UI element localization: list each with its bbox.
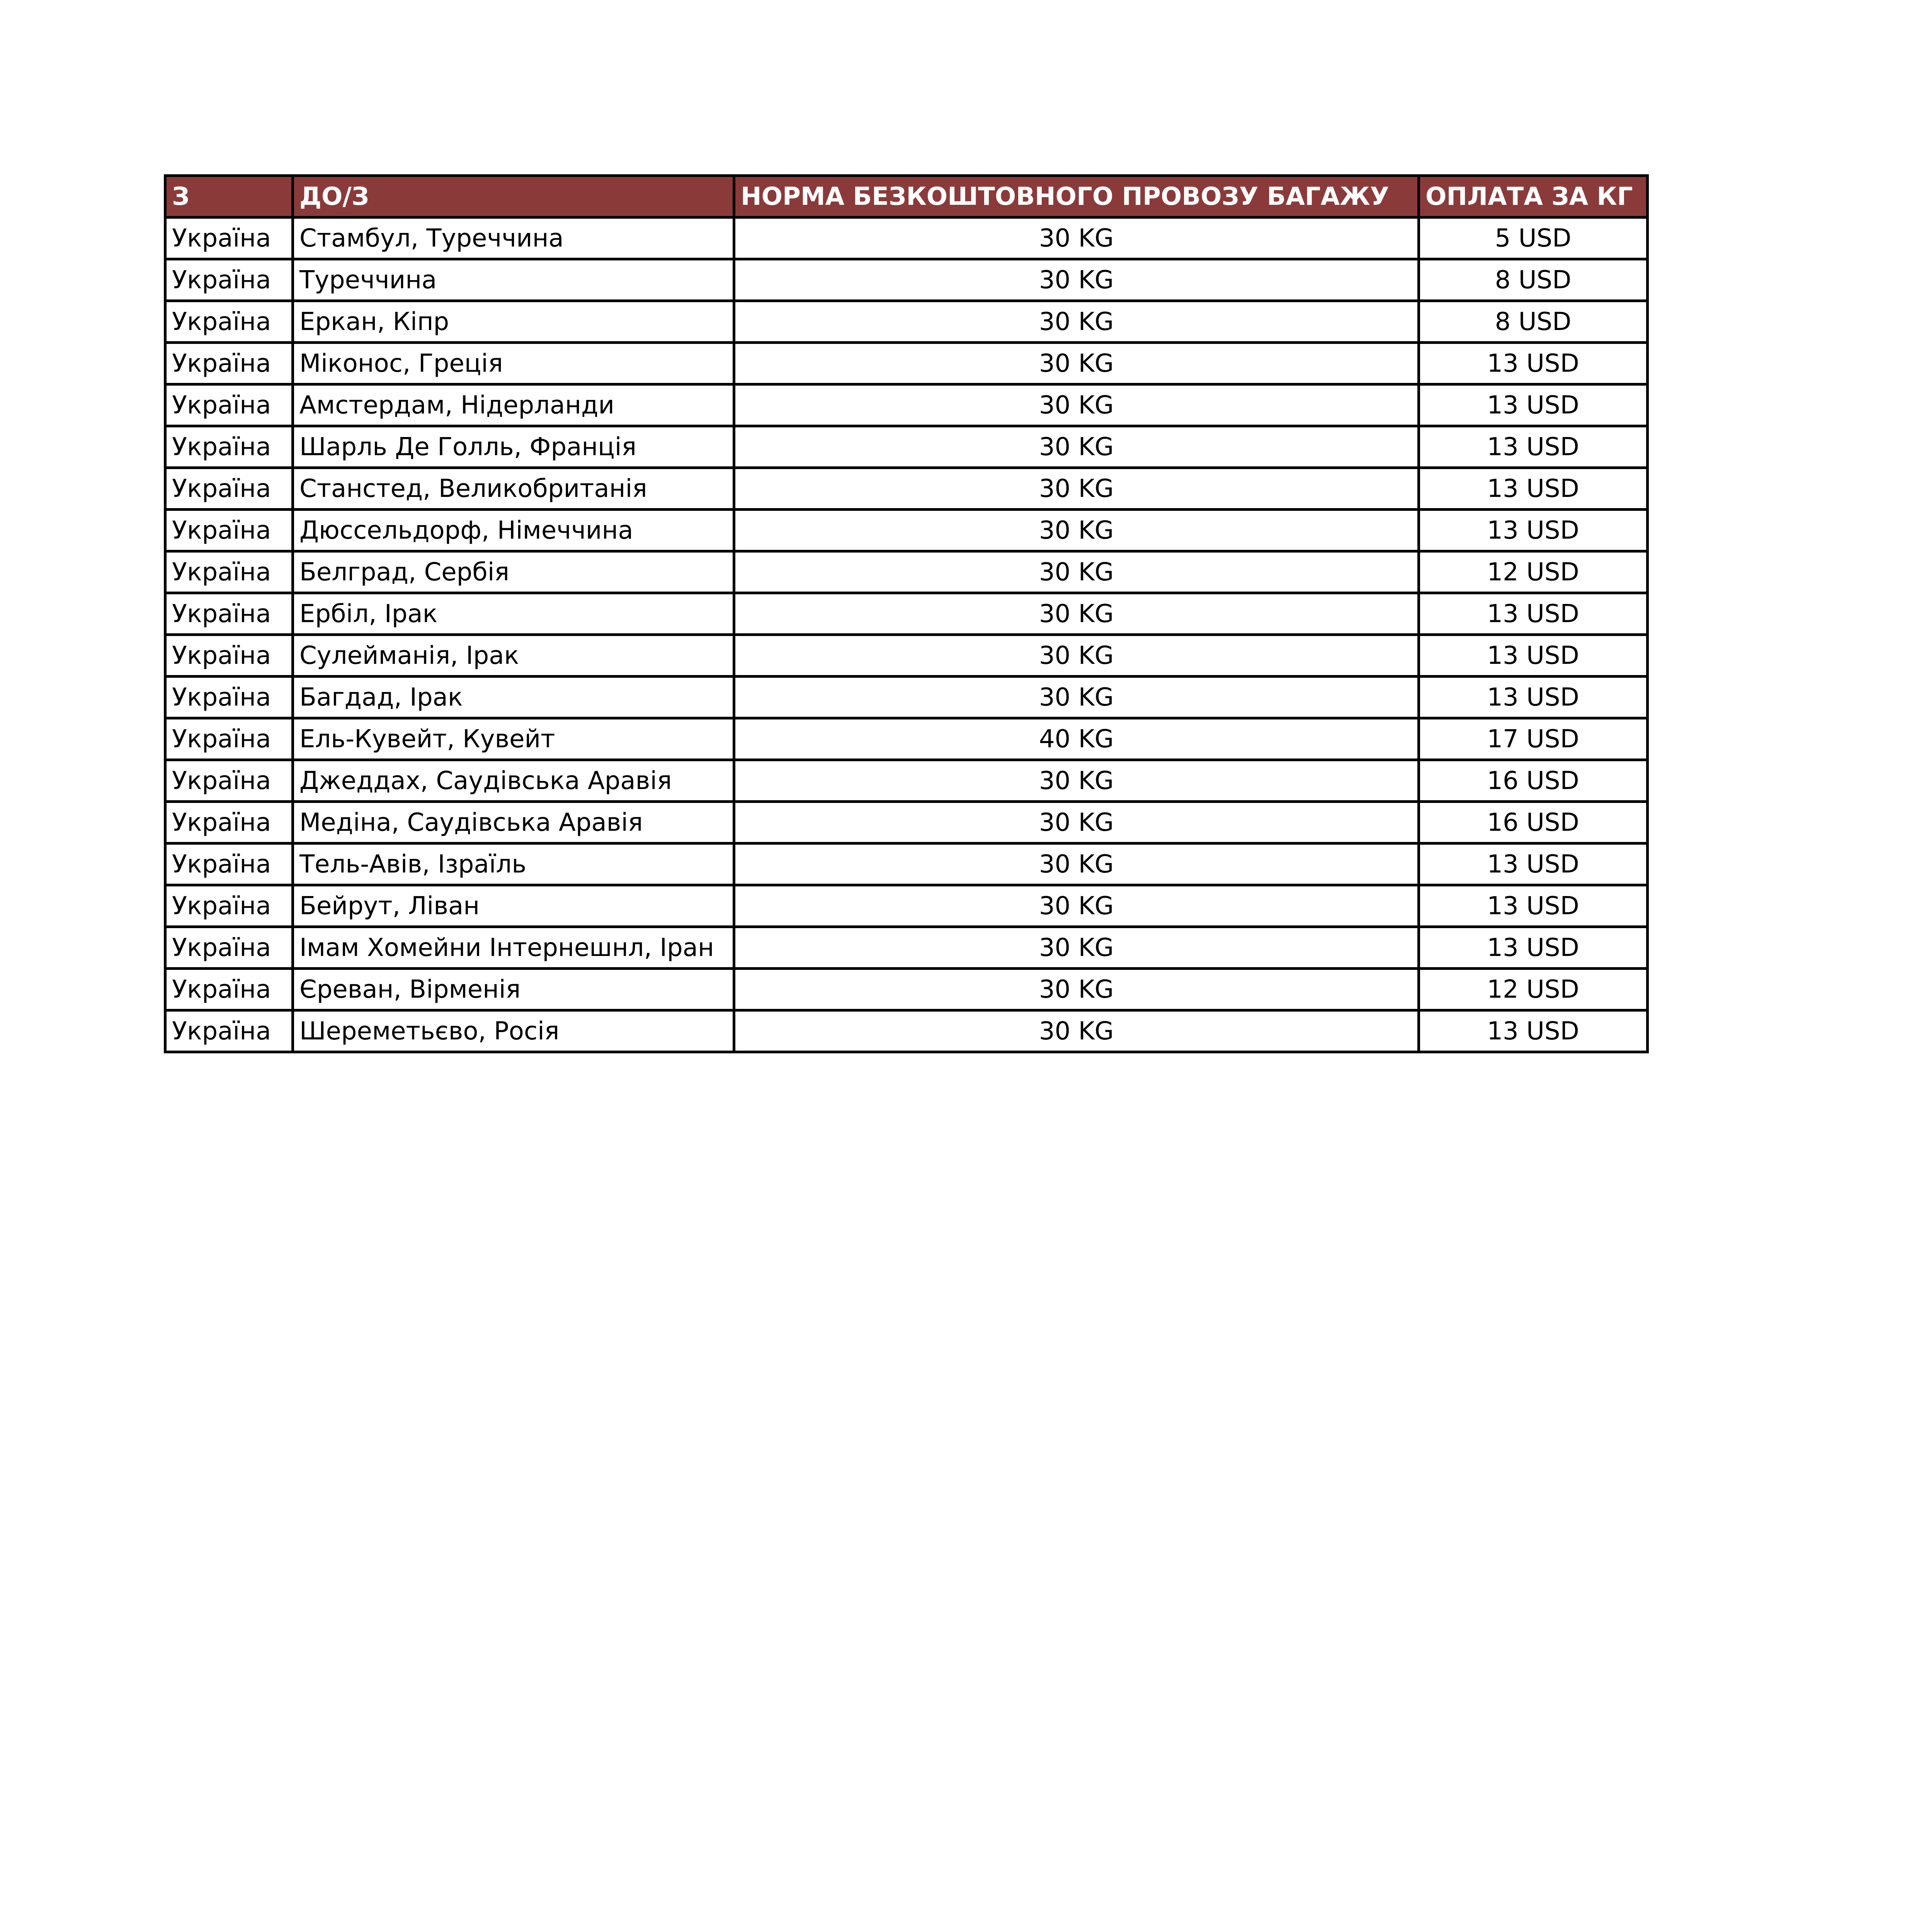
cell-from: Україна [165, 802, 293, 844]
cell-price: 13 USD [1419, 927, 1648, 969]
cell-from: Україна [165, 468, 293, 510]
table-row [165, 593, 1648, 635]
cell-from: Україна [165, 551, 293, 593]
table-row [165, 635, 1648, 677]
cell-from: Україна [165, 635, 293, 677]
cell-destination: Белград, Сербія [293, 551, 734, 593]
cell-price: 13 USD [1419, 426, 1648, 468]
cell-destination: Амстердам, Нідерланди [293, 384, 734, 426]
cell-destination: Еркан, Кіпр [293, 301, 734, 343]
cell-destination: Багдад, Ірак [293, 677, 734, 718]
table-row [165, 802, 1648, 844]
cell-destination: Стамбул, Туреччина [293, 218, 734, 259]
cell-price: 13 USD [1419, 510, 1648, 551]
cell-from: Україна [165, 426, 293, 468]
cell-destination: Ель-Кувейт, Кувейт [293, 718, 734, 760]
cell-from: Україна [165, 760, 293, 802]
cell-from: Україна [165, 301, 293, 343]
cell-from: Україна [165, 259, 293, 301]
cell-allowance: 30 KG [734, 844, 1419, 885]
cell-allowance: 30 KG [734, 969, 1419, 1010]
cell-allowance: 30 KG [734, 510, 1419, 551]
cell-from: Україна [165, 927, 293, 969]
cell-price: 16 USD [1419, 802, 1648, 844]
table-row [165, 969, 1648, 1010]
cell-from: Україна [165, 593, 293, 635]
cell-allowance: 30 KG [734, 301, 1419, 343]
cell-from: Україна [165, 1010, 293, 1052]
cell-price: 8 USD [1419, 259, 1648, 301]
cell-allowance: 40 KG [734, 718, 1419, 760]
cell-from: Україна [165, 384, 293, 426]
table-row [165, 1010, 1648, 1052]
cell-from: Україна [165, 885, 293, 927]
cell-allowance: 30 KG [734, 885, 1419, 927]
cell-destination: Сулейманія, Ірак [293, 635, 734, 677]
cell-allowance: 30 KG [734, 384, 1419, 426]
cell-price: 13 USD [1419, 635, 1648, 677]
cell-allowance: 30 KG [734, 635, 1419, 677]
cell-from: Україна [165, 718, 293, 760]
cell-allowance: 30 KG [734, 259, 1419, 301]
baggage-fee-table [164, 174, 1649, 1053]
cell-allowance: 30 KG [734, 677, 1419, 718]
cell-price: 13 USD [1419, 1010, 1648, 1052]
header-price: ОПЛАТА ЗА КГ [1419, 176, 1648, 218]
table-row [165, 760, 1648, 802]
table-row [165, 718, 1648, 760]
cell-price: 13 USD [1419, 384, 1648, 426]
cell-price: 8 USD [1419, 301, 1648, 343]
cell-allowance: 30 KG [734, 468, 1419, 510]
cell-destination: Дюссельдорф, Німеччина [293, 510, 734, 551]
cell-price: 13 USD [1419, 885, 1648, 927]
cell-destination: Міконос, Греція [293, 343, 734, 384]
cell-price: 12 USD [1419, 969, 1648, 1010]
table-row [165, 677, 1648, 718]
table-header [165, 176, 1648, 218]
cell-from: Україна [165, 510, 293, 551]
cell-allowance: 30 KG [734, 343, 1419, 384]
cell-price: 13 USD [1419, 677, 1648, 718]
cell-allowance: 30 KG [734, 426, 1419, 468]
cell-from: Україна [165, 343, 293, 384]
table-row [165, 927, 1648, 969]
cell-destination: Медіна, Саудівська Аравія [293, 802, 734, 844]
table-row [165, 510, 1648, 551]
cell-from: Україна [165, 218, 293, 259]
cell-price: 13 USD [1419, 343, 1648, 384]
cell-price: 16 USD [1419, 760, 1648, 802]
cell-allowance: 30 KG [734, 760, 1419, 802]
table-row [165, 885, 1648, 927]
cell-allowance: 30 KG [734, 927, 1419, 969]
cell-allowance: 30 KG [734, 593, 1419, 635]
cell-destination: Єреван, Вірменія [293, 969, 734, 1010]
table-row [165, 468, 1648, 510]
cell-destination: Туреччина [293, 259, 734, 301]
table-row [165, 844, 1648, 885]
cell-price: 13 USD [1419, 593, 1648, 635]
cell-from: Україна [165, 969, 293, 1010]
cell-price: 17 USD [1419, 718, 1648, 760]
header-from: З [165, 176, 293, 218]
cell-allowance: 30 KG [734, 1010, 1419, 1052]
cell-price: 5 USD [1419, 218, 1648, 259]
table-row [165, 384, 1648, 426]
table-body [165, 218, 1648, 1052]
table-row [165, 218, 1648, 259]
cell-price: 12 USD [1419, 551, 1648, 593]
table-row [165, 259, 1648, 301]
cell-destination: Тель-Авів, Ізраїль [293, 844, 734, 885]
cell-allowance: 30 KG [734, 802, 1419, 844]
cell-destination: Бейрут, Ліван [293, 885, 734, 927]
table-row [165, 426, 1648, 468]
header-allowance: НОРМА БЕЗКОШТОВНОГО ПРОВОЗУ БАГАЖУ [734, 176, 1419, 218]
cell-destination: Станстед, Великобританія [293, 468, 734, 510]
table-row [165, 301, 1648, 343]
cell-destination: Шереметьєво, Росія [293, 1010, 734, 1052]
cell-allowance: 30 KG [734, 551, 1419, 593]
cell-price: 13 USD [1419, 468, 1648, 510]
cell-allowance: 30 KG [734, 218, 1419, 259]
cell-from: Україна [165, 677, 293, 718]
table-row [165, 343, 1648, 384]
header-to: ДО/З [293, 176, 734, 218]
table-row [165, 551, 1648, 593]
cell-destination: Ербіл, Ірак [293, 593, 734, 635]
cell-destination: Джеддах, Саудівська Аравія [293, 760, 734, 802]
cell-destination: Шарль Де Голль, Франція [293, 426, 734, 468]
cell-from: Україна [165, 844, 293, 885]
header-row [165, 176, 1648, 218]
cell-price: 13 USD [1419, 844, 1648, 885]
cell-destination: Імам Хомейни Інтернешнл, Іран [293, 927, 734, 969]
